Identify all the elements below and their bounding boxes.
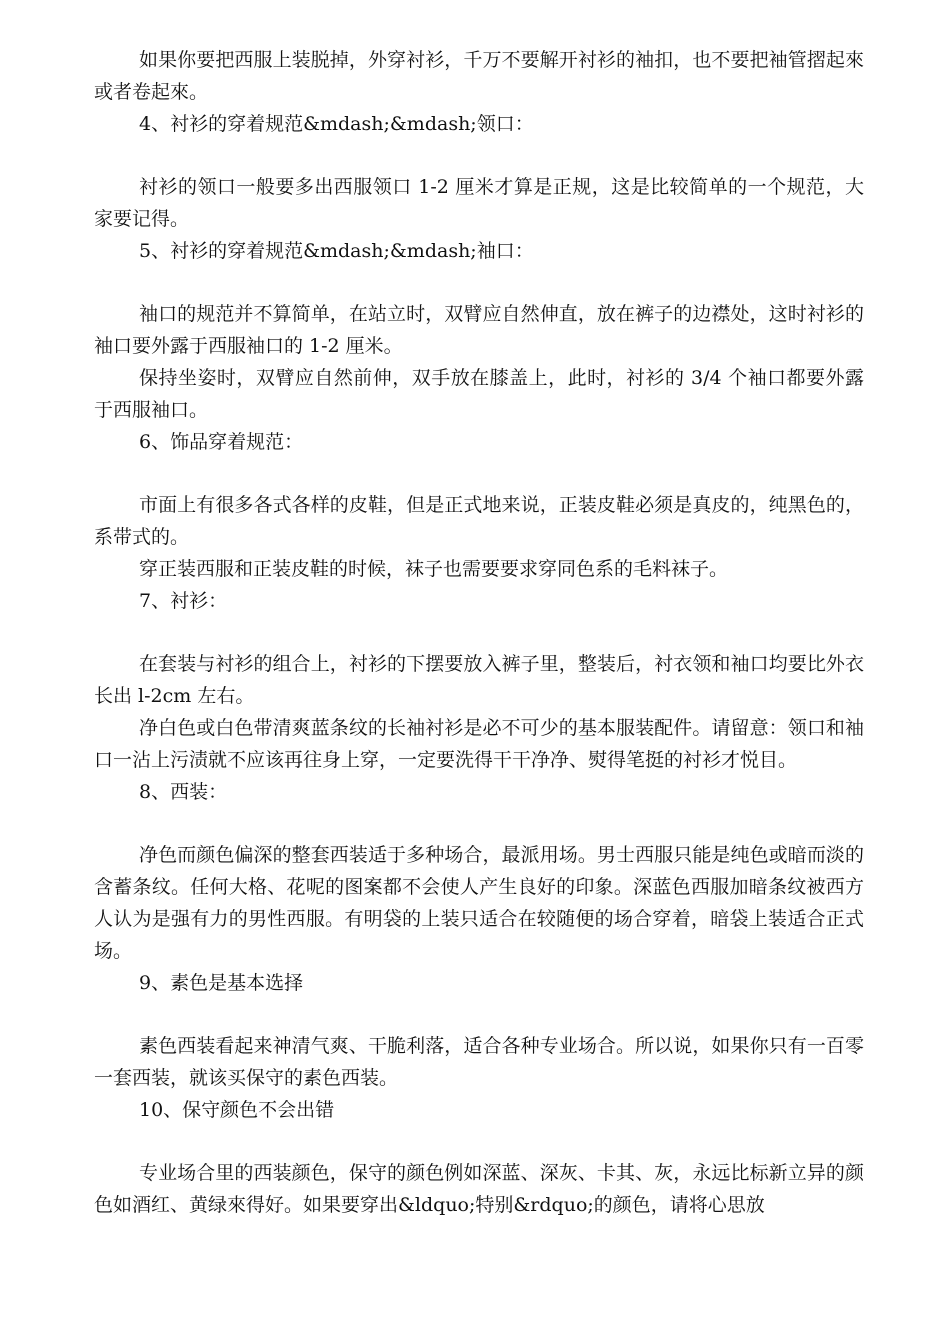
heading-collar: 4、衬衫的穿着规范&mdash;&mdash;领口： xyxy=(139,113,534,135)
paragraph-socks: 穿正装西服和正装皮鞋的时候，袜子也需要要求穿同色系的毛料袜子。 xyxy=(139,558,729,580)
heading-conservative-color: 10、保守颜色不会出错 xyxy=(139,1099,335,1121)
paragraph-plain-color: 素色西装看起来神清气爽、干脆利落，适合各种专业场合。所以说，如果你只有一百零一套西装，就该买保守的素色西装。 xyxy=(94,1035,864,1089)
paragraph-shirt-color: 净白色或白色带清爽蓝条纹的长袖衬衫是必不可少的基本服装配件。请留意：领口和袖口一沾上污渍就不应该再往身上穿，一定要洗得干干净净、熨得笔挺的衬衫才悦目。 xyxy=(94,717,864,771)
paragraph-cuff-standing: 袖口的规范并不算简单，在站立时，双臂应自然伸直，放在裤子的边襟处，这时衬衫的袖口要外露于西服袖口的 1-2 厘米。 xyxy=(94,303,864,357)
heading-shirt: 7、衬衫： xyxy=(139,590,228,612)
paragraph-conservative-color: 专业场合里的西装颜色，保守的颜色例如深蓝、深灰、卡其、灰，永远比标新立异的颜色如酒红、黄绿來得好。如果要穿出&ldquo;特别&rdquo;的颜色，请将心思放 xyxy=(94,1162,864,1216)
paragraph-remove-jacket: 如果你要把西服上装脱掉，外穿衬衫，千万不要解开衬衫的袖扣，也不要把袖管摺起來或者卷起來。 xyxy=(94,49,864,103)
paragraph-shoes: 市面上有很多各式各样的皮鞋，但是正式地来说，正装皮鞋必须是真皮的，纯黑色的，系带式的。 xyxy=(94,494,864,548)
heading-accessories: 6、饰品穿着规范： xyxy=(139,431,304,453)
heading-suit: 8、西装： xyxy=(139,781,228,803)
paragraph-suit: 净色而颜色偏深的整套西装适于多种场合，最派用场。男士西服只能是纯色或暗而淡的含蓄条纹。任何大格、花呢的图案都不会使人产生良好的印象。深蓝色西服加暗条纹被西方人认为是强有力的男性西服。有明袋的上装只适合在较随便的场合穿着，暗袋上装适合正式场。 xyxy=(94,844,864,962)
heading-plain-color: 9、素色是基本选择 xyxy=(139,972,304,994)
paragraph-collar: 衬衫的领口一般要多出西服领口 1-2 厘米才算是正规，这是比较简单的一个规范，大家要记得。 xyxy=(94,176,864,230)
paragraph-cuff-sitting: 保持坐姿时，双臂应自然前伸，双手放在膝盖上，此时，衬衫的 3/4 个袖口都要外露于西服袖口。 xyxy=(94,367,864,421)
heading-cuff: 5、衬衫的穿着规范&mdash;&mdash;袖口： xyxy=(139,240,534,262)
paragraph-shirt-tuck: 在套装与衬衫的组合上，衬衫的下摆要放入裤子里，整装后，衬衣领和袖口均要比外衣长出 l-2cm 左右。 xyxy=(94,653,864,707)
document-page xyxy=(94,44,864,1221)
